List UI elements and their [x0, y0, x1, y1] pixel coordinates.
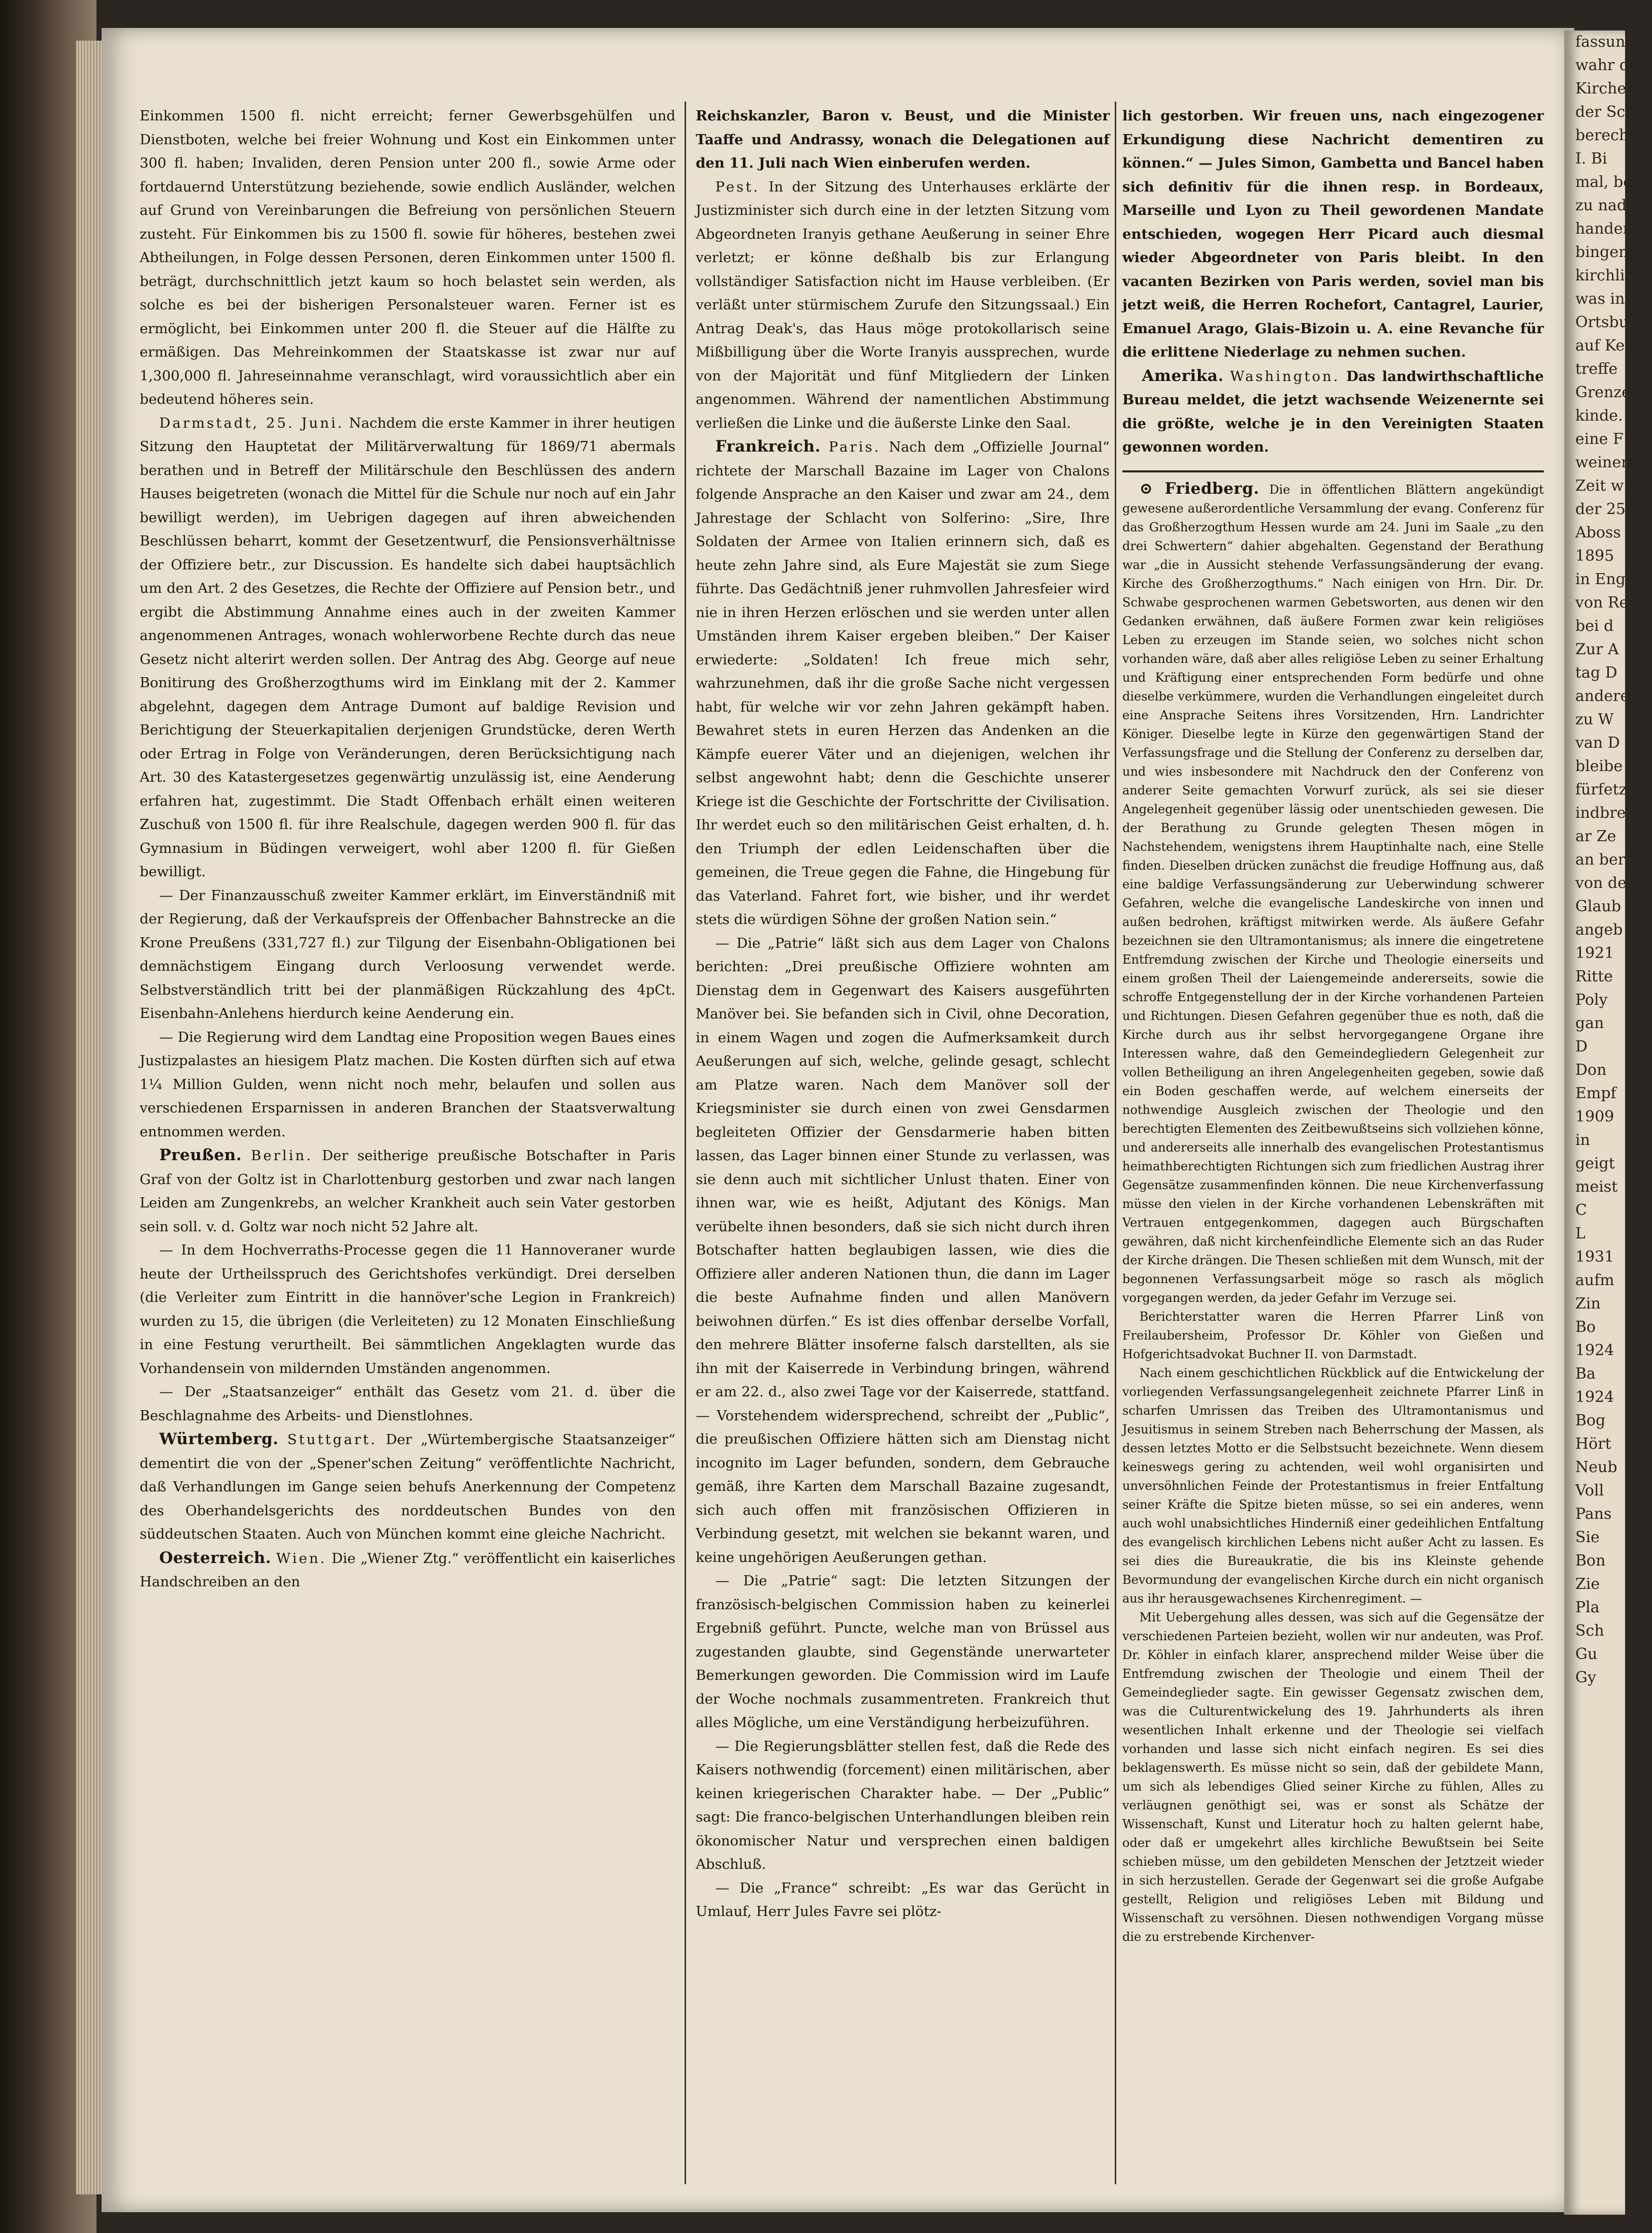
facing-page-line: 1924 [1575, 1342, 1614, 1359]
facing-page-line: andere [1575, 687, 1630, 705]
facing-page-line: auf Kein [1575, 337, 1640, 355]
facing-page-line: Gy [1575, 1669, 1596, 1686]
article-paragraph: Einkommen 1500 fl. nicht erreicht; ferner Gewerbsgehülfen und Dienstboten, welche bei freier Wohnung und Kost ein Einkommen unter 300 fl. haben; Invaliden, deren Pension unter 200 fl., sowie Arme oder fortdauernd Unterstützung beziehende, sowie endlich Ausländer, welchen auf Grund von Vereinbarungen die Befreiung von persönlichen Steuern zusteht. Für Einkommen bis zu 1500 fl. sowie für höheres, bestehen zwei Abtheilungen, in Folge dessen Personen, deren Einkommen unter 1500 fl. beträgt, durchschnittlich jetzt kaum so hoch belastet sein werden, als solche es bei der bisherigen Personalsteuer waren. Ferner ist es ermöglicht, bei Einkommen unter 200 fl. die Steuer auf die Hälfte zu ermäßigen. Das Mehreinkommen der Staatskasse ist zwar nur auf 1,300,000 fl. Jahreseinnahme veranschlagt, wird voraussichtlich aber ein bedeutend höheres sein. [140, 108, 675, 407]
facing-page-line: Hört [1575, 1435, 1611, 1453]
facing-page-line: Poly [1575, 991, 1608, 1009]
facing-page-line: 1895 [1575, 547, 1614, 565]
dateline: Washington. [1230, 368, 1340, 385]
section-heading: Amerika. [1142, 366, 1224, 385]
facing-page-line: wahr de [1575, 56, 1638, 74]
facing-page-text [1564, 30, 1652, 1689]
facing-page-line: I. Bi [1575, 150, 1607, 168]
article-paragraph: Nach einem geschichtlichen Rückblick auf die Entwickelung der vorliegenden Verfassungsangelegenheit zeichnete Pfarrer Linß in scharfen Umrissen das Treiben des Ultramontanismus und Jesuitismus in seinem Streben nach Beherrschung der Massen, als dessen letztes Motto er die Selbstsucht bezeichnete. Wenn diesem keineswegs gering zu achtenden, weil wohl organisirten und unversöhnlichen Feinde der Protestantismus in freier Entfaltung seiner Kräfte die Spitze bieten müsse, so sei ein anderes, wenn auch wohl unabsichtliches Hinderniß einer gedeihlichen Entfaltung des evangelisch kirchlichen Lebens nicht außer Acht zu lassen. Es sei dies die Bureaukratie, die bis ins Kleinste gehende Bevormundung der evangelischen Kirche durch ein nicht organisch aus ihr herausgewachsenes Kirchenregiment. — [1122, 1365, 1544, 1606]
facing-page-line: was in [1575, 290, 1625, 308]
section-heading: Würtemberg. [159, 1430, 279, 1448]
facing-page-line: berechti [1575, 126, 1640, 144]
facing-page-line: Grenzen [1575, 384, 1641, 401]
facing-page-line: zu W [1575, 711, 1614, 728]
facing-page-line: ar Ze [1575, 827, 1616, 845]
dateline: Darmstadt, 25. Juni. [159, 414, 344, 431]
article-text: Das landwirthschaftliche Bureau meldet, die jetzt wachsende Weizenernte sei die größte, welche je in den Vereinigten Staaten gewonnen worden. [1122, 368, 1544, 455]
facing-page-line: von de [1575, 874, 1627, 892]
dateline: Berlin. [251, 1147, 313, 1164]
facing-page-line: kirchliche [1575, 267, 1652, 284]
dateline: Paris. [828, 439, 881, 455]
facing-page-line: an ber [1575, 851, 1626, 869]
facing-page-line: L [1575, 1225, 1585, 1242]
facing-page-line: Bo [1575, 1318, 1596, 1336]
article-paragraph: — Der Finanzausschuß zweiter Kammer erklärt, im Einverständniß mit der Regierung, daß der Verkaufspreis der Offenbacher Bahnstrecke an die Krone Preußens (331,727 fl.) zur Tilgung der Eisenbahn-Obligationen bei demnächstigem Eingang durch Verloosung verwendet werde. Selbstverständlich tritt bei der planmäßigen Rückzahlung des 4pCt. Eisenbahn-Anlehens hierdurch keine Aenderung ein. [140, 887, 675, 1022]
facing-page-line: 1931 [1575, 1248, 1614, 1266]
facing-page-line: in Engl [1575, 570, 1631, 588]
facing-page-line: fürfetz [1575, 781, 1627, 799]
facing-page-line: mal, bei [1575, 173, 1637, 191]
article-pest [696, 175, 1110, 435]
section-heading: Frankreich. [715, 437, 821, 456]
article-paragraph: Berichterstatter waren die Herren Pfarrer Linß von Freilaubersheim, Professor Dr. Köhler von Gießen und Hofgerichtsadvokat Buchner II. von Darmstadt. [1122, 1309, 1544, 1361]
facing-page-line: Aboss [1575, 524, 1621, 541]
facing-page-line: Zeit w [1575, 477, 1624, 495]
article-text: Der seitherige preußische Botschafter in Paris Graf von der Goltz ist in Charlottenburg gestorben und zwar nach langen Leiden am Zungenkrebs, an welcher Krankheit auch sein Vater gestorben sein soll. v. d. Goltz war noch nicht 52 Jahre alt. [140, 1147, 675, 1235]
facing-page-line: fassung [1575, 33, 1635, 51]
article-wuerttemberg [140, 1427, 675, 1546]
section-separator [1122, 470, 1544, 472]
facing-page-line: der Sch [1575, 103, 1635, 121]
column-3 [1122, 104, 1544, 2182]
dateline: Wien. [276, 1550, 327, 1567]
facing-page-line: Zie [1575, 1575, 1600, 1593]
local-news [1122, 480, 1544, 1947]
facing-page-line: Ritte [1575, 968, 1613, 985]
facing-page-line: Ortsbu [1575, 313, 1629, 331]
dateline: Pest. [715, 178, 760, 195]
article-friedberg [1122, 480, 1544, 1307]
facing-page-line: D [1575, 1038, 1588, 1056]
article-paragraph: — Die „Patrie“ sagt: Die letzten Sitzungen der französisch-belgischen Commission haben zu keinerlei Ergebniß geführt. Puncte, welche man von Brüssel aus zugestanden glaubte, sind Gegenstände unerwarteter Bemerkungen geworden. Die Commission wird im Laufe der Woche nochmals zusammentreten. Frankreich thut alles Mögliche, um eine Verständigung herbeizuführen. [696, 1573, 1110, 1731]
facing-page-line: Zur A [1575, 641, 1619, 658]
article-text: Der „Würtembergische Staatsanzeiger“ dementirt die von der „Spener'schen Zeitung“ veröffentlichte Nachricht, daß Verhandlungen im Gange seien behufs Anerkennung der Competenz des Oberhandelsgerichts des norddeutschen Bundes von den süddeutschen Staaten. Auch von München kommt eine gleiche Nachricht. [140, 1431, 675, 1542]
column-1 [140, 104, 675, 2182]
dateline: Stuttgart. [287, 1431, 377, 1448]
facing-page-line: Glaub [1575, 898, 1621, 915]
facing-page-line: gan [1575, 1014, 1604, 1032]
facing-page-line: kinde. [1575, 407, 1623, 425]
facing-page-line: bei d [1575, 617, 1614, 635]
column-rule [1115, 102, 1116, 2184]
facing-page-line: bleibe [1575, 757, 1623, 775]
facing-page-line: 1921 [1575, 944, 1614, 962]
article-darmstadt [140, 411, 675, 884]
article-paragraph: — Der „Staatsanzeiger“ enthält das Gesetz vom 21. d. über die Beschlagnahme des Arbeits- und Dienstlohnes. [140, 1384, 675, 1424]
article-paragraph: — Die „France“ schreibt: „Es war das Gerücht in Umlauf, Herr Jules Favre sei plötz- [696, 1879, 1110, 1920]
article-oesterreich [140, 1546, 675, 1594]
facing-page-line: handenen [1575, 220, 1651, 238]
facing-page-line: van D [1575, 734, 1620, 752]
facing-page-line: Voll [1575, 1482, 1604, 1500]
article-paragraph: — Die Regierungsblätter stellen fest, daß die Rede des Kaisers nothwendig (forcement) einen militärischen, aber keinen kriegerischen Charakter habe. — Der „Public“ sagt: Die franco-belgischen Unterhandlungen bleiben rein ökonomischer Natur und versprechen einen baldigen Abschluß. [696, 1738, 1110, 1872]
article-text: In der Sitzung des Unterhauses erklärte der Justizminister sich durch eine in der letzten Sitzung vom Abgeordneten Iranyis gethane Aeußerung in seiner Ehre verletzt; er könne deßhalb bis zur Erlangung vollständiger Satisfaction nicht im Hause verbleiben. (Er verläßt unter stürmischem Zurufe den Sitzungssaal.) Ein Antrag Deak's, das Haus möge protokollarisch seine Mißbilligung über die Worte Iranyis aussprechen, wurde von der Majorität und fünf Mitgliedern der Linken angenommen. Während der namentlichen Abstimmung verließen die Linke und die äußerste Linke den Saal. [696, 178, 1110, 431]
facing-page-line: treffe [1575, 360, 1618, 378]
article-text: Nach dem „Offizielle Journal“ richtete der Marschall Bazaine im Lager von Chalons folgende Ansprache an den Kaiser und zwar am 24., dem Jahrestage der Schlacht von Solferino: „Sire, Ihre Soldaten der Armee von Italien erinnern sich, daß es heute zehn Jahre sind, als Eure Majestät sie zum Siege führte. Das Gedächtniß jener ruhmvollen Jahresfeier wird nie in ihren Herzen erlöschen und sie werden unter allen Umständen ihrem Kaiser ergeben bleiben.“ Der Kaiser erwiederte: „Soldaten! Ich freue mich sehr, wahrzunehmen, daß ihr die große Sache nicht vergessen habt, für welche wir vor zehn Jahren gekämpft haben. Bewahret stets in euren Herzen das Andenken an die Kämpfe euerer Väter und an diejenigen, welchen ihr selbst angewohnt habt; denn die Geschichte unserer Kriege ist die Geschichte der Fortschritte der Civilisation. Ihr werdet euch so den militärischen Geist erhalten, d. h. den Triumph der edlen Leidenschaften über die gemeinen, die Treue gegen die Fahne, die Hingebung für das Vaterland. Fahret fort, wie bisher, und ihr werdet stets die würdigen Söhne der großen Nation sein.“ [696, 439, 1110, 928]
facing-page-line: Sch [1575, 1622, 1604, 1640]
article-amerika [1122, 364, 1544, 459]
column-rule [685, 102, 686, 2184]
facing-page-line: Don [1575, 1061, 1607, 1079]
facing-page-line: Zin [1575, 1295, 1601, 1313]
facing-page-line: Empf [1575, 1084, 1616, 1102]
facing-page-line: Sie [1575, 1528, 1600, 1546]
facing-page-line: Ba [1575, 1365, 1596, 1383]
facing-page-line: Pans [1575, 1505, 1612, 1523]
facing-page-fragment [1564, 30, 1652, 2215]
article-text: Die in öffentlichen Blättern angekündigt gewesene außerordentliche Versammlung der evang. Conferenz für das Großherzogthum Hessen wurde am 24. Juni im Saale „zu den drei Schwertern“ dahier abgehalten. Gegenstand der Berathung war „die in Aussicht stehende Verfassungsänderung der evang. Kirche des Großherzogthums.“ Nach einigen von Hrn. Dir. Dr. Schwabe gesprochenen warmen Gebetsworten, aus denen wir den Gedanken erwähnen, daß äußere Formen zwar kein religiöses Leben zu erzeugen im Stande seien, wo solches nicht schon vorhanden wäre, daß aber alles religiöse Leben zu seiner Erhaltung und Kräftigung einer entsprechenden Form bedürfe und ohne dieselbe verkümmere, wurden die Verhandlungen eingeleitet durch eine Ansprache Seitens ihres Vorsitzenden, Hrn. Landrichter Königer. Dieselbe legte in Kürze den gegenwärtigen Stand der Verfassungsfrage und die Stellung der Conferenz zu derselben dar, und wies insbesondere mit Nachdruck den der Conferenz von anderer Seite gemachten Vorwurf zurück, als sei sie dieser Angelegenheit gegenüber lässig oder unentschieden gewesen. Die der Berathung zu Grunde gelegten Thesen mögen in Nachstehendem, wenigstens ihrem Hauptinhalte nach, eine Stelle finden. Dieselben drücken zunächst die freudige Hoffnung aus, daß eine baldige Verfassungsänderung zur Ueberwindung schwerer Gefahren, welche die evangelische Landeskirche von innen und außen bedrohen, kräftigst mitwirken werde. Als äußere Gefahr bezeichnen sie den Ultramontanismus; als innere die eingetretene Entfremdung zwischen der Kirche und Theologie einerseits und einem großen Theil der Laiengemeinde andererseits, sowie die schroffe Entgegenstellung der in der Kirche vorhandenen Parteien und Richtungen. Diesen Gefahren gegenüber thue es noth, daß die Kirche durch aus ihr selbst hervorgegangene Organe ihre Interessen wahre, daß den Gemeindegliedern Gelegenheit zur vollen Betheiligung an ihren Angelegenheiten gegeben, sowie daß ein Boden geschaffen werde, auf welchem einerseits der nothwendige Ausgleich zwischen der Theologie und den berechtigten Elementen des Zeitbewußtseins sich vollziehen könne, und andererseits alle innerhalb des evangelischen Protestantismus heimathberechtigten Richtungen sich zum friedlichen Austrag ihrer Gegensätze zusammenfinden können. Die neue Kirchenverfassung müsse den vielen in der Kirche vorhandenen Lebenskräften mit Vertrauen entgegenkommen, dagegen auch Bürgschaften gewähren, daß nicht kirchenfeindliche Elemente sich an das Ruder der Kirche drängen. Die Thesen schließen mit dem Wunsch, mit der begonnenen Verfassungsarbeit möge so rasch als möglich vorgegangen werden, da jeder Gefahr im Verzuge sei. [1122, 482, 1544, 1305]
facing-page-line: C [1575, 1201, 1587, 1219]
facing-page-line: aufm [1575, 1271, 1614, 1289]
facing-page-line: angeb [1575, 921, 1623, 939]
column-2 [696, 104, 1110, 2182]
article-paragraph: Reichskanzler, Baron v. Beust, und die Minister Taaffe und Andrassy, wonach die Delegationen auf den 11. Juli nach Wien einberufen werden. [696, 108, 1110, 171]
facing-page-line: Neub [1575, 1458, 1617, 1476]
facing-page-line: indbre [1575, 804, 1626, 822]
article-paragraph: — Die Regierung wird dem Landtag eine Proposition wegen Baues eines Justizpalastes an hiesigem Platz machen. Die Kosten dürften sich auf etwa 1¼ Million Gulden, wenn nicht noch mehr, belaufen und sollen aus verschiedenen Ersparnissen in anderen Branchen der Staatsverwaltung entnommen werden. [140, 1029, 675, 1140]
facing-page-line: Gu [1575, 1645, 1598, 1663]
facing-page-line: in [1575, 1131, 1590, 1149]
section-heading: ⊙ Friedberg. [1139, 479, 1259, 498]
facing-page-line: geigt [1575, 1155, 1615, 1172]
facing-page-line: der 25 [1575, 500, 1626, 518]
article-preussen [140, 1143, 675, 1238]
article-paragraph: — In dem Hochverraths-Processe gegen die 11 Hannoveraner wurde heute der Urtheilsspruch des Gerichtshofes verkündigt. Drei derselben (die Verleiter zum Eintritt in die hannöver'sche Legion in Frankreich) wurden zu 15, die übrigen (die Verleiteten) zu 12 Monaten Einschließung in eine Festung verurtheilt. Bei sämmtlichen Angeklagten wurde das Vorhandensein von mildernden Umständen angenommen. [140, 1242, 675, 1377]
facing-page-line: 1924 [1575, 1388, 1614, 1406]
facing-page-line: eine F [1575, 430, 1624, 448]
article-paragraph: Mit Uebergehung alles dessen, was sich auf die Gegensätze der verschiedenen Parteien bezieht, wollen wir nur andeuten, was Prof. Dr. Köhler in einfach klarer, ansprechend milder Weise über die Entfremdung zwischen der Theologie und einem Theil der Gemeindeglieder sagte. Ein gewisser Gegensatz zwischen dem, was die Culturentwickelung des 19. Jahrhunderts als ihren wesentlichen Inhalt erkenne und der Theologie sei vielfach vorhanden und lasse sich nicht einfach negiren. Es sei dies beklagenswerth. Es müsse nicht so sein, daß der gebildete Mann, um sich als lebendiges Glied seiner Kirche zu fühlen, Alles zu verläugnen genöthigt sei, was er sonst als Schätze der Wissenschaft, Kunst und Literatur hoch zu halten gelernt habe, oder daß er umgekehrt alles kirchliche Bewußtsein bei Seite schieben müsse, um den gebildeten Menschen der Jetztzeit wieder in sich herzustellen. Gerade der Gegenwart sei die große Aufgabe gestellt, Religion und religiöses Leben mit Bildung und Wissenschaft zu versöhnen. Diesen nothwendigen Vorgang müsse die zu erstrebende Kirchenver- [1122, 1610, 1544, 1944]
facing-page-line: weinem [1575, 454, 1636, 471]
facing-page-line: bingen [1575, 243, 1629, 261]
facing-page-line: Pla [1575, 1599, 1600, 1616]
facing-page-line: zu nad [1575, 197, 1627, 214]
facing-page-line: Kirche [1575, 80, 1627, 98]
facing-page-line: von Re [1575, 594, 1629, 612]
facing-page-line: meist [1575, 1178, 1618, 1196]
article-paragraph: lich gestorben. Wir freuen uns, nach eingezogener Erkundigung diese Nachricht dementiren zu können.“ — Jules Simon, Gambetta und Bancel haben sich definitiv für die ihnen resp. in Bordeaux, Marseille und Lyon zu Theil gewordenen Mandate entschieden, wogegen Herr Picard auch diesmal wieder Abgeordneter von Paris bleibt. In den vacanten Bezirken von Paris werden, soviel man bis jetzt weiß, die Herren Rochefort, Cantagrel, Laurier, Emanuel Arago, Glais-Bizoin u. A. eine Revanche für die erlittene Niederlage zu nehmen suchen. [1122, 108, 1544, 360]
article-text: Nachdem die erste Kammer in ihrer heutigen Sitzung den Hauptetat der Militärverwaltung für 1869/71 abermals berathen und in Betreff der Militärschule den Beschlüssen des andern Hauses beigetreten (wonach die Mittel für die Schule nur noch auf ein Jahr bewilligt werden), im Uebrigen dagegen auf ihren abweichenden Beschlüssen beharrt, kommt der Gesetzentwurf, die Pensionsverhältnisse der Offiziere betr., zur Discussion. Es handelte sich dabei hauptsächlich um den Art. 2 des Gesetzes, die Rechte der Offiziere auf Pension betr., und ergibt die Abstimmung Annahme eines auch in der zweiten Kammer angenommenen Antrages, wonach wohlerworbene Rechte durch das neue Gesetz nicht alterirt werden sollen. Der Antrag des Abg. George auf neue Bonitirung des Großherzogthums wird im Einklang mit der 2. Kammer abgelehnt, dagegen dem Antrage Dumont auf baldige Revision und Berichtigung der Steuerkapitalien derjenigen Grundstücke, deren Werth oder Ertrag in Folge von Veränderungen, deren Berücksichtigung nach Art. 30 des Katastergesetzes gegenwärtig unzulässig ist, eine Aenderung erfahren hat, zugestimmt. Die Stadt Offenbach erhält einen weiteren Zuschuß von 1500 fl. für ihre Realschule, dagegen werden 900 fl. für das Gymnasium in Büdingen verweigert, wohl aber 1200 fl. für Gießen bewilligt. [140, 414, 675, 880]
article-paragraph: — Die „Patrie“ läßt sich aus dem Lager von Chalons berichten: „Drei preußische Offiziere wohnten am Dienstag dem in Gegenwart des Kaisers ausgeführten Manöver bei. Sie befanden sich in Civil, ohne Decoration, in einem Wagen und zogen die Aufmerksamkeit durch Aeußerungen auf sich, welche, gelinde gesagt, schlecht am Platze waren. Nach dem Manöver soll der Kriegsminister sie durch einen von zwei Gensdarmen begleiteten Offizier der Gensdarmerie haben bitten lassen, das Lager binnen einer Stunde zu verlassen, was sie denn auch mit sichtlicher Unlust thaten. Einer von ihnen war, wie es heißt, Adjutant des Königs. Man verübelte ihnen besonders, daß sie sich nicht durch ihren Botschafter hatten beglaubigen lassen, wie dies die Offiziere aller anderen Nationen thun, die dann im Lager die beste Aufnahme finden und allen Manövern beiwohnen dürfen.“ Es ist dies offenbar derselbe Vorfall, den mehrere Blätter insoferne falsch darstellten, als sie ihn mit der Kaiserrede in Verbindung bringen, während er am 22. d., also zwei Tage vor der Kaiserrede, stattfand. — Vorstehendem widersprechend, schreibt der „Public“, die preußischen Offiziere hätten sich am Dienstag nicht incognito im Lager befunden, sondern, dem Gebrauche gemäß, ihre Karten dem Marschall Bazaine zugesandt, sich auch offen mit französischen Offizieren in Verbindung gesetzt, mit welchen sie bekannt waren, und keine ungehörigen Aeußerungen gethan. [696, 935, 1110, 1566]
facing-page-line: 1909 [1575, 1108, 1614, 1126]
article-frankreich [696, 435, 1110, 932]
article-text: Die „Wiener Ztg.“ veröffentlicht ein kaiserliches Handschreiben an den [140, 1550, 675, 1590]
facing-page-line: tag D [1575, 664, 1617, 682]
section-heading: Preußen. [159, 1146, 242, 1164]
facing-page-line: Bon [1575, 1552, 1606, 1570]
section-heading: Oesterreich. [159, 1548, 272, 1567]
facing-page-line: Bog [1575, 1412, 1606, 1429]
